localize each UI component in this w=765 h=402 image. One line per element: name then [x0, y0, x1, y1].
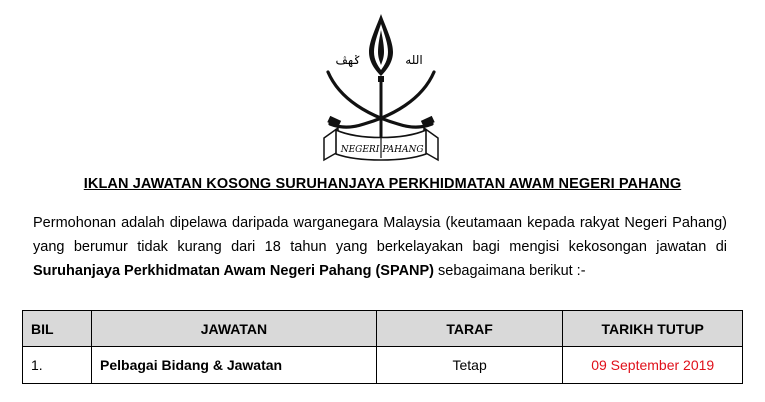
intro-text-end: sebagaimana berikut :- [434, 263, 586, 279]
cell-jawatan: Pelbagai Bidang & Jawatan [92, 347, 377, 384]
crest-script-right: الله [405, 53, 423, 67]
intro-organisation-name: Suruhanjaya Perkhidmatan Awam Negeri Pahang (SPANP) [33, 263, 435, 279]
header-tarikh-tutup: TARIKH TUTUP [563, 311, 743, 347]
header-bil: BIL [23, 311, 92, 347]
header-jawatan: JAWATAN [92, 311, 377, 347]
intro-text-start: Permohonan adalah dipelawa daripada warganegara Malaysia (keutamaan kepada rakyat Negeri Pahang) yang berumur tidak kurang dari 18 tahun yang berkelayakan bagi mengisi kekosongan jawatan di [33, 215, 727, 255]
intro-paragraph [33, 211, 727, 283]
cell-bil: 1. [23, 347, 92, 384]
crest-script-left: ݢهڤ [335, 53, 361, 67]
crest-ribbon-left-text: NEGERI [340, 145, 380, 155]
table-row [23, 347, 743, 384]
vacancy-table [22, 310, 743, 384]
cell-taraf: Tetap [376, 347, 563, 384]
table-header-row [23, 311, 743, 347]
page-title: IKLAN JAWATAN KOSONG SURUHANJAYA PERKHIDMATAN AWAM NEGERI PAHANG [83, 176, 682, 192]
pahang-state-crest [318, 12, 444, 162]
header-taraf: TARAF [376, 311, 563, 347]
crest-ribbon-right-text: PAHANG [382, 145, 424, 155]
cell-tarikh-tutup: 09 September 2019 [563, 347, 743, 384]
